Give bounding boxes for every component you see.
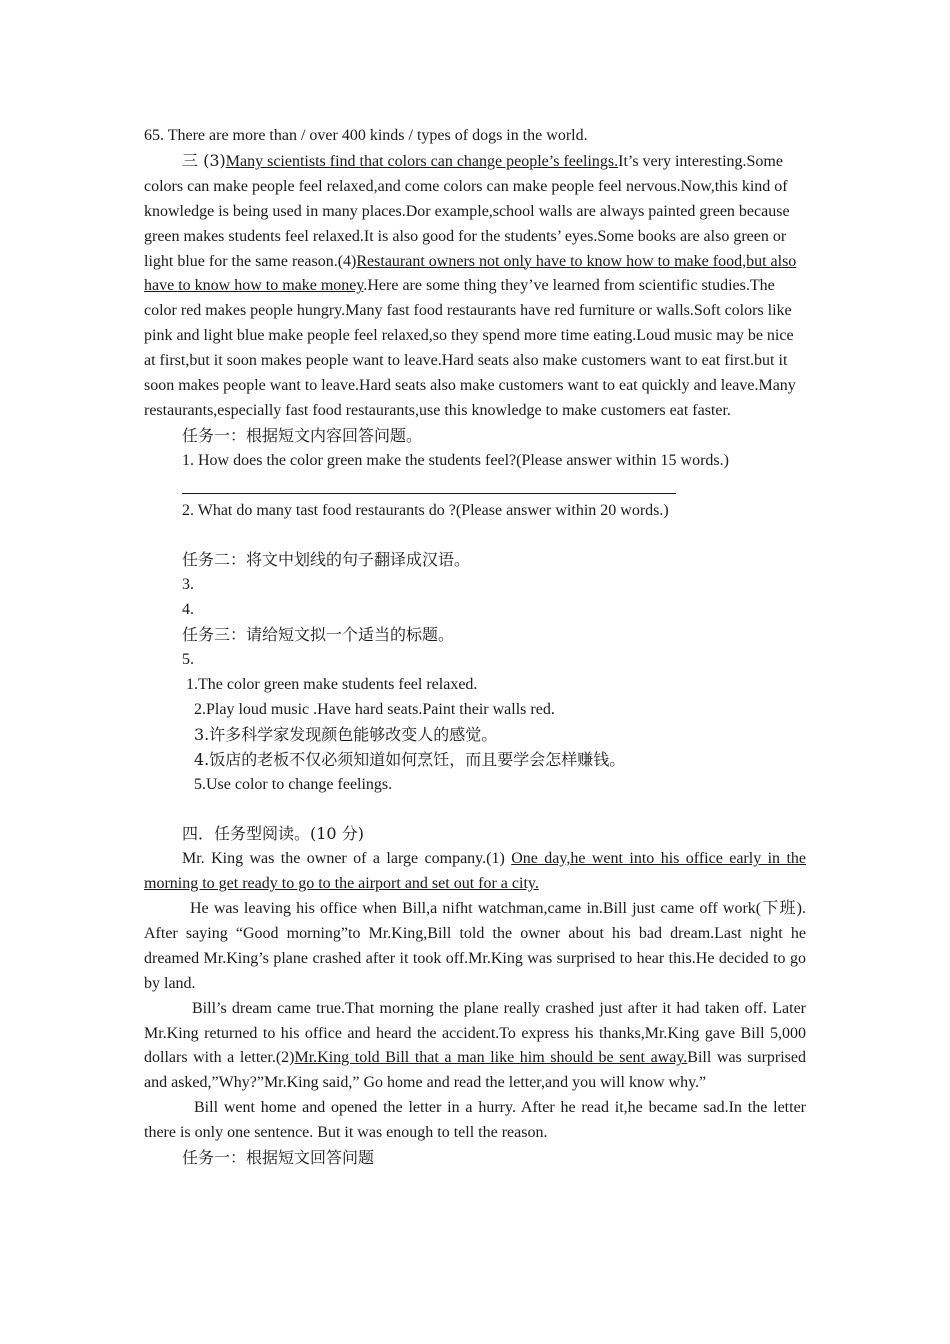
passage-4-p3-tail: Bill was surprised and asked,”Why?”Mr.King said,” Go home and read the letter,and you will know why.” xyxy=(144,1049,807,1092)
answer-3: 3.许多科学家发现颜色能够改变人的感觉。 xyxy=(194,724,498,744)
item-3: 3. xyxy=(182,576,194,594)
task-1-heading: 任务一：根据短文内容回答问题。 xyxy=(182,425,423,445)
passage-4-paragraph-3 xyxy=(144,997,806,1097)
passage-3-text-2: .Here are some thing they’ve learned from scientific studies.The color red makes people hungry.Many fast food restaurants have red furniture or walls.Soft colors like pink and light blue make people feel relaxed,so they spend more time eating.Loud music may be nice at first,but it soon makes people want to leave.Hard seats also make customers want to eat first.but it soon makes people want to leave.Hard seats also make customers want to eat quickly and leave.Many restaurants,especially fast food restaurants,use this knowledge to make customers eat faster. xyxy=(144,277,796,419)
spacer xyxy=(144,523,806,548)
answer-1: 1.The color green make students feel relaxed. xyxy=(186,675,478,693)
passage-4-paragraph-2: He was leaving his office when Bill,a nifht watchman,came in.Bill just came off work(下班). After saying “Good morning”to Mr.King,Bill told the owner about his bad dream.Last night he dreamed Mr.King’s plane crashed after it took off.Mr.King was surprised to hear this.He decided to go by land. xyxy=(144,900,806,992)
question-2: 2. What do many tast food restaurants do ?(Please answer within 20 words.) xyxy=(182,501,669,519)
section-4-heading: 四．任务型阅读。(10 分) xyxy=(182,824,364,844)
passage-4-paragraph-1 xyxy=(144,847,806,897)
underlined-sentence-2: Mr.King told Bill that a man like him should be sent away. xyxy=(294,1049,688,1067)
underlined-sentence-4: Restaurant owners not only have to know how to make food,but also have to know how to make money xyxy=(144,252,797,295)
answer-2: 2.Play loud music .Have hard seats.Paint their walls red. xyxy=(194,700,555,718)
section-3-lead: 三 (3) xyxy=(182,150,226,170)
passage-4-paragraph-4: Bill went home and opened the letter in a hurry. After he read it,he became sad.In the letter there is only one sentence. But it was enough to tell the reason. xyxy=(144,1099,806,1142)
spacer xyxy=(144,797,806,822)
answer-line[interactable] xyxy=(182,474,676,494)
document-page xyxy=(144,124,806,1171)
answer-4: 4.饭店的老板不仅必须知道如何烹饪，而且要学会怎样赚钱。 xyxy=(194,749,626,769)
item-5: 5. xyxy=(182,651,194,668)
answer-65: 65. There are more than / over 400 kinds / types of dogs in the world. xyxy=(144,127,588,144)
underlined-sentence-1: One day,he went into his office early in the morning to get ready to go to the airport and set out for a city. xyxy=(144,850,807,893)
passage-3-paragraph xyxy=(144,149,806,424)
item-4: 4. xyxy=(182,601,194,619)
section-4-task-1-heading: 任务一：根据短文回答问题 xyxy=(182,1148,375,1168)
passage-4-lead: Mr. King was the owner of a large company.(1) xyxy=(182,850,512,868)
task-3-heading: 任务三：请给短文拟一个适当的标题。 xyxy=(182,625,455,645)
passage-3-text-1: It’s very interesting.Some colors can make people feel relaxed,and come colors can make people feel nervous.Now,this kind of knowledge is being used in many places.Dor example,school walls are always painted green because green makes students feel relaxed.It is also good for the students’ eyes.Some books are also green or light blue for the same reason.(4) xyxy=(144,152,790,270)
passage-4-p3-lead: Bill’s dream came true.That morning the plane really crashed just after it had taken off. Later Mr.King returned to his office and heard the accident.To express his thanks,Mr.King gave Bill 5,000 dollars with a letter.(2) xyxy=(144,999,806,1067)
question-1: 1. How does the color green make the students feel?(Please answer within 15 words.) xyxy=(182,451,729,469)
task-2-heading: 任务二：将文中划线的句子翻译成汉语。 xyxy=(182,550,471,570)
underlined-sentence-3: Many scientists find that colors can change people’s feelings. xyxy=(225,152,619,170)
answer-5: 5.Use color to change feelings. xyxy=(194,775,393,793)
